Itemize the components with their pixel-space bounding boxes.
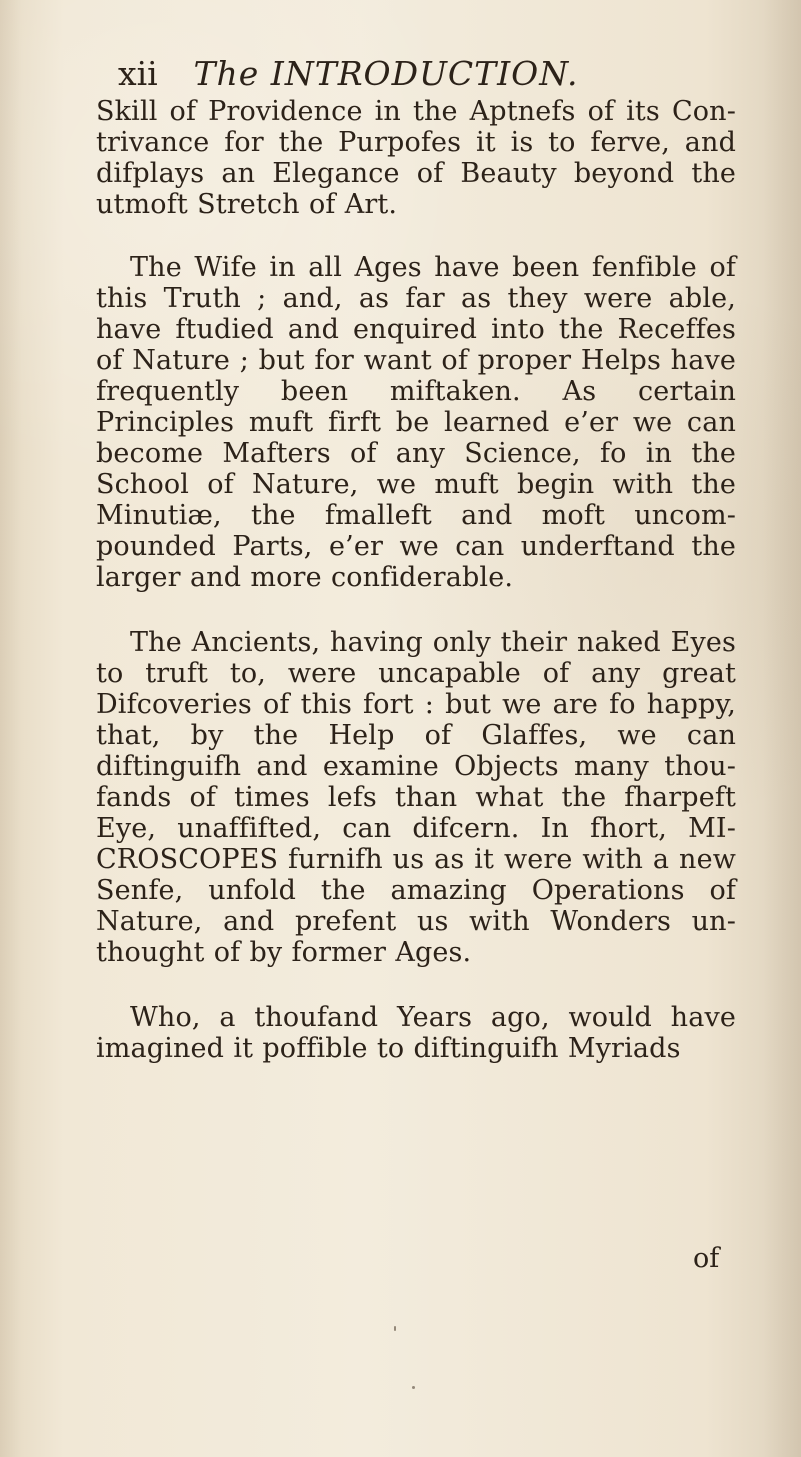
paper-speck [412,1386,415,1389]
paragraph-3: The Ancients, having only their naked Eyes to truft to, were uncapable of any great Difcoveries of this fort : but we are fo happy, that, by the Help of Glaffes, we can diftinguifh and examine Objects many thou- fands of times lefs than what the fharpeft Eye, unaffifted, can difcern. In fhort, MI- CROSCOPES furnifh us as it were with a new Senfe, unfold the amazing Operations of Nature, and prefent us with Wonders un- thought of by former Ages. [96,627,736,968]
catchword: of [693,1243,720,1274]
body-text [96,96,736,1064]
paragraph-2: The Wife in all Ages have been fenfible of this Truth ; and, as far as they were able, have ftudied and enquired into the Receffes of Nature ; but for want of proper Helps have frequently been miftaken. As certain Principles muft firft be learned e’er we can become Mafters of any Science, fo in the School of Nature, we muft begin with the Minutiæ, the fmalleft and moft uncom- pounded Parts, e’er we can underftand the larger and more confiderable. [96,252,736,593]
running-head: The INTRODUCTION. [193,54,579,93]
page-edge-shadow-right [763,0,801,1457]
page-edge-shadow-left [0,0,22,1457]
paragraph-1: Skill of Providence in the Aptnefs of its Con- trivance for the Purpofes it is to ferve, and difplays an Elegance of Beauty beyond the utmoft Stretch of Art. [96,96,736,220]
paper-speck [394,1326,396,1331]
page-header [118,54,738,94]
paragraph-4: Who, a thoufand Years ago, would have imagined it poffible to diftinguifh Myriads [96,1002,736,1064]
page-number: xii [118,54,158,93]
